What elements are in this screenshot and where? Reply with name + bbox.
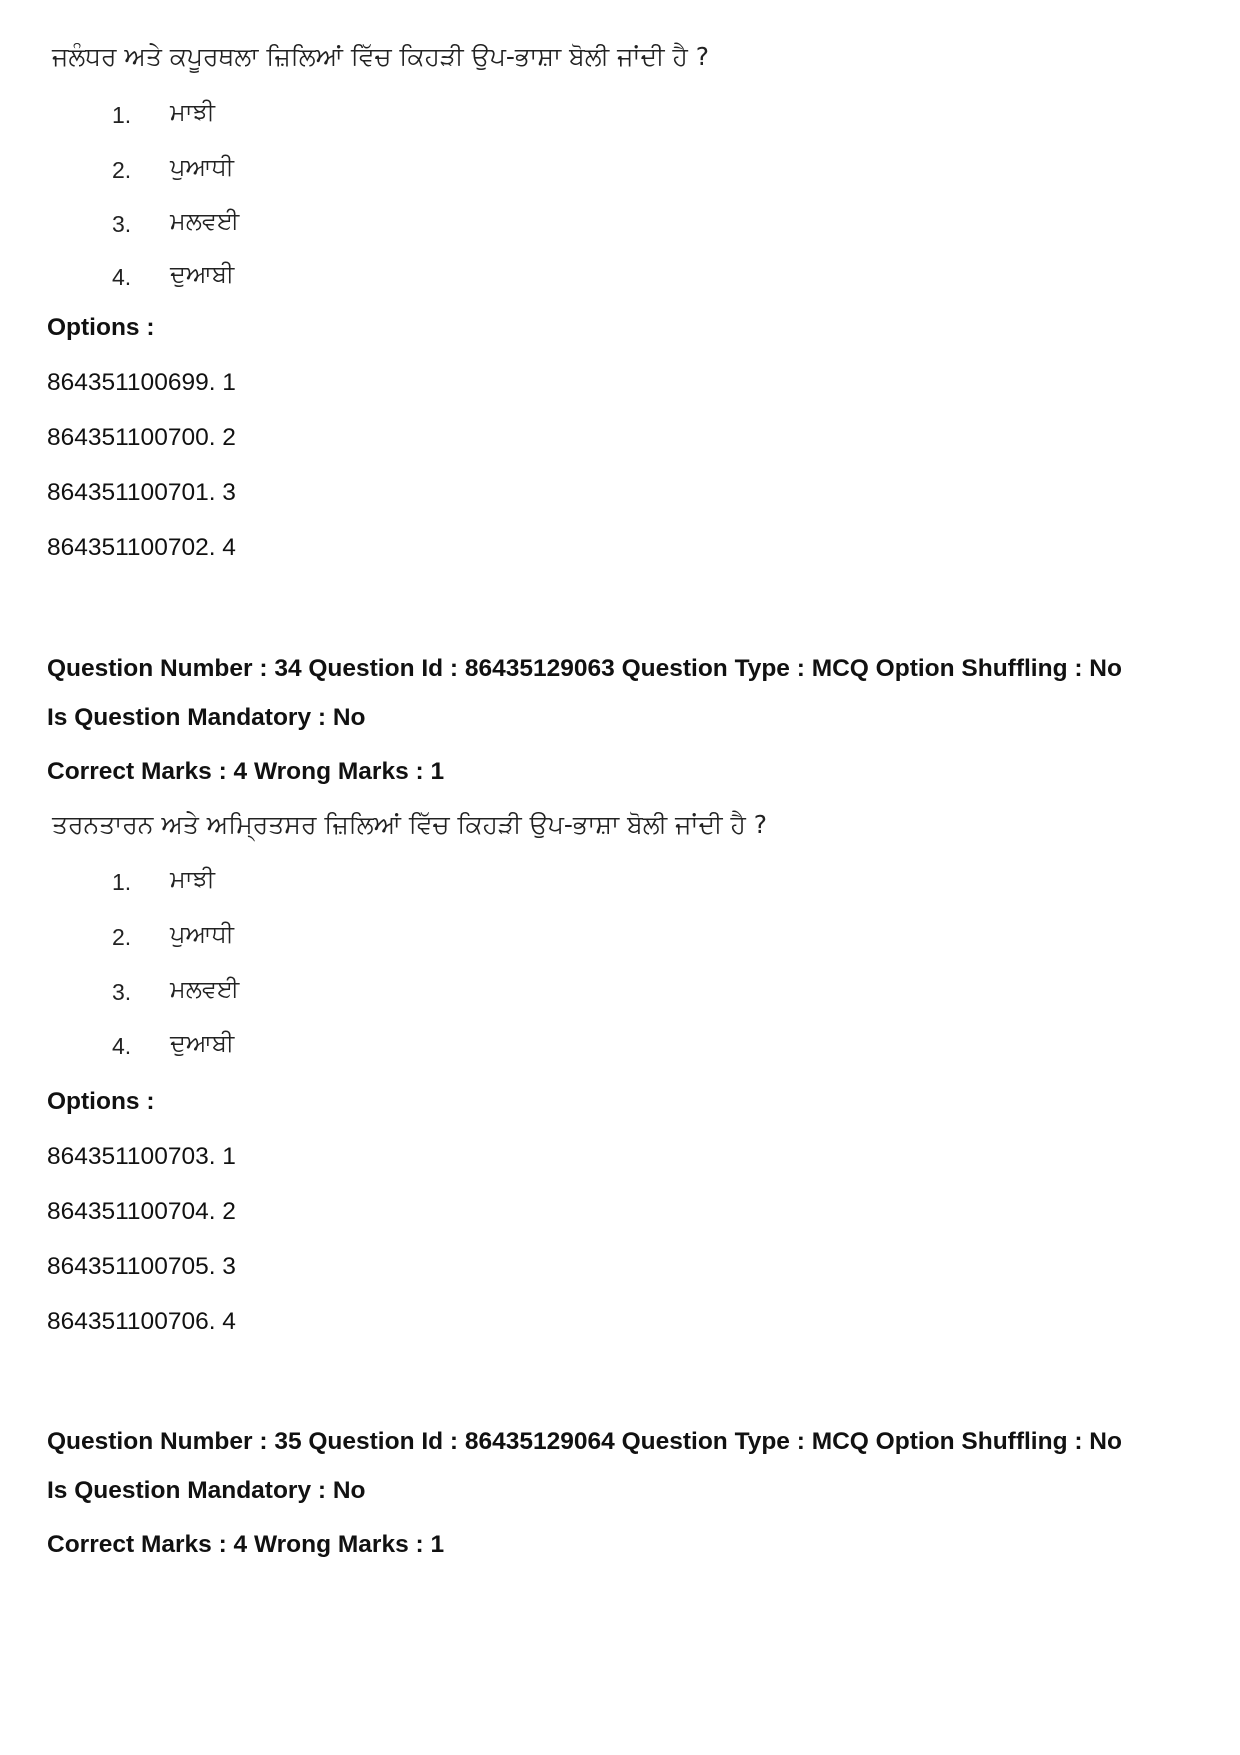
choice-number: 4. bbox=[112, 1033, 132, 1059]
option-id: 864351100702. 4 bbox=[47, 534, 236, 561]
option-id: 864351100705. 3 bbox=[47, 1253, 236, 1280]
option-id: 864351100700. 2 bbox=[47, 424, 236, 451]
question-text: ਜਲੰਧਰ ਅਤੇ ਕਪੂਰਥਲਾ ਜ਼ਿਲਿਆਂ ਵਿੱਚ ਕਿਹੜੀ ਉਪ-ਭਾਸ਼ਾ ਬੋਲੀ ਜਾਂਦੀ ਹੈ ? bbox=[52, 42, 710, 71]
choice-text: ਪੁਆਧੀ bbox=[170, 920, 234, 948]
choice-text: ਪੁਆਧੀ bbox=[170, 153, 234, 181]
choice-number: 1. bbox=[112, 869, 132, 895]
choice-number: 4. bbox=[112, 264, 132, 290]
choice-text: ਮਲਵਈ bbox=[170, 207, 240, 235]
choice-number: 3. bbox=[112, 211, 132, 237]
option-id: 864351100701. 3 bbox=[47, 479, 236, 506]
question-marks: Correct Marks : 4 Wrong Marks : 1 bbox=[47, 1531, 445, 1558]
options-label: Options : bbox=[47, 1088, 155, 1115]
option-id: 864351100703. 1 bbox=[47, 1143, 236, 1170]
question-mandatory: Is Question Mandatory : No bbox=[47, 1477, 366, 1504]
question-meta: Question Number : 34 Question Id : 86435129063 Question Type : MCQ Option Shuffling : No bbox=[47, 655, 1122, 682]
option-id: 864351100706. 4 bbox=[47, 1308, 236, 1335]
question-mandatory: Is Question Mandatory : No bbox=[47, 704, 366, 731]
question-marks: Correct Marks : 4 Wrong Marks : 1 bbox=[47, 758, 445, 785]
question-meta: Question Number : 35 Question Id : 86435129064 Question Type : MCQ Option Shuffling : No bbox=[47, 1428, 1122, 1455]
option-id: 864351100699. 1 bbox=[47, 369, 236, 396]
question-text: ਤਰਨਤਾਰਨ ਅਤੇ ਅਮ੍ਰਿਤਸਰ ਜ਼ਿਲਿਆਂ ਵਿੱਚ ਕਿਹੜੀ ਉਪ-ਭਾਸ਼ਾ ਬੋਲੀ ਜਾਂਦੀ ਹੈ ? bbox=[52, 810, 768, 839]
choice-text: ਮਲਵਈ bbox=[170, 975, 240, 1003]
choice-number: 3. bbox=[112, 979, 132, 1005]
choice-text: ਦੁਆਬੀ bbox=[170, 260, 235, 288]
choice-text: ਮਾਝੀ bbox=[170, 865, 215, 893]
options-label: Options : bbox=[47, 314, 155, 341]
choice-text: ਦੁਆਬੀ bbox=[170, 1029, 235, 1057]
choice-number: 2. bbox=[112, 924, 132, 950]
option-id: 864351100704. 2 bbox=[47, 1198, 236, 1225]
choice-number: 1. bbox=[112, 102, 132, 128]
choice-text: ਮਾਝੀ bbox=[170, 98, 215, 126]
choice-number: 2. bbox=[112, 157, 132, 183]
